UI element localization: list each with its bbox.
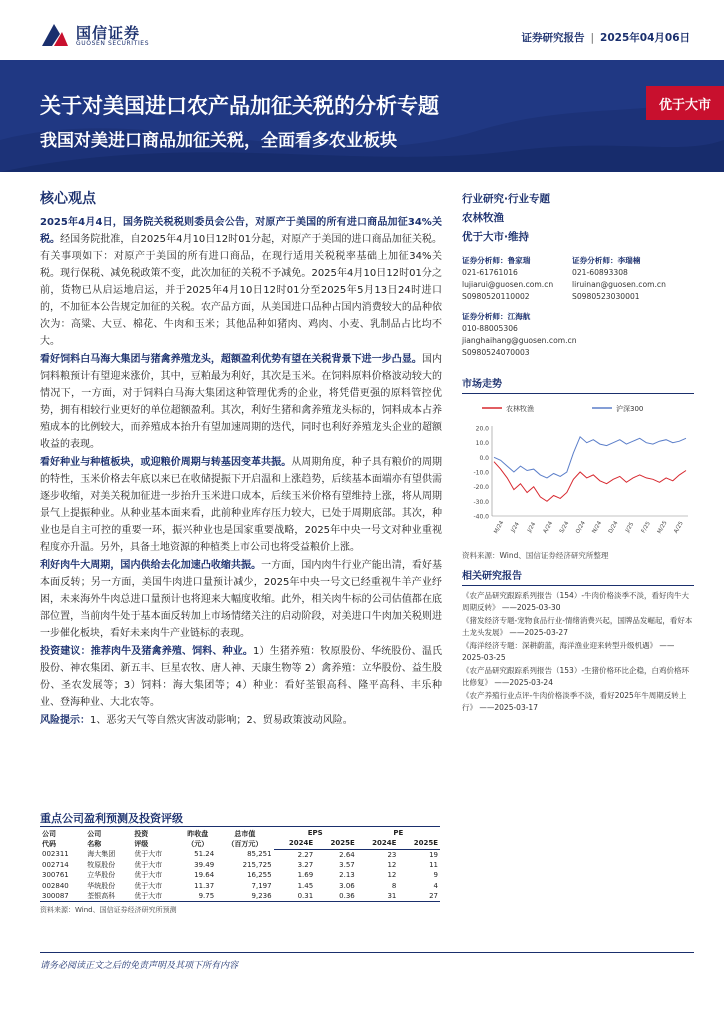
cell-eps-2025: 2.13 [339, 871, 355, 880]
header-pe-2025: 2025E [398, 838, 440, 849]
cell-pe-2025: 27 [398, 891, 440, 902]
cell-rating: 优于大市 [134, 850, 163, 859]
y-tick-label: 0.0 [479, 454, 489, 462]
y-tick-label: 20.0 [475, 425, 489, 433]
market-trend-title: 市场走势 [462, 375, 694, 394]
cell-pe-2025: 19 [429, 850, 438, 859]
trend-chart-svg [462, 398, 694, 548]
cell-code: 002714 [42, 860, 69, 869]
cell-name: 牧原股份 [87, 860, 116, 869]
analyst-phone: 010-88005306 [462, 324, 518, 333]
cell-eps-2025: 3.57 [339, 860, 355, 869]
cell-code: 002840 [42, 881, 69, 890]
analyst-email: lujiarui@guosen.com.cn [462, 280, 554, 289]
y-tick-label: -10.0 [473, 469, 489, 477]
paragraph-lead: 看好种业与种植板块，或迎粮价周期与转基因变革共振。 [40, 457, 292, 468]
cell-pe-2025: 9 [433, 871, 438, 880]
analyst-role: 证券分析师： [462, 256, 508, 265]
logo-name-en: GUOSEN SECURITIES [76, 40, 150, 47]
header-eps: EPS [274, 827, 357, 838]
paragraph-body: 1）生猪养殖：牧原股份、华统股份、温氏股份、神农集团、新五丰、巨星农牧、唐人神、天康生物等 2）禽养殖：立华股份、益生股份、圣农发展等；3）饲料：海大集团等；4）种业：看好荃银高科、隆平高科、丰乐种业、登海种业、大北农等。 [40, 646, 442, 708]
footer-disclaimer: 请务必阅读正文之后的免责声明及其项下所有内容 [40, 961, 239, 971]
x-tick-label: J/25 [624, 521, 636, 534]
analyst-list [462, 255, 694, 375]
report-link[interactable]: 《海洋经济专题：深耕蔚蓝，海洋渔业迎来转型升级机遇》 ——2025-03-25 [462, 641, 675, 662]
cell-pe-2024: 31 [357, 891, 399, 902]
analyst-name: 鲁家瑞 [507, 256, 531, 265]
x-tick-label: J/24 [510, 521, 521, 534]
chart-source: 资料来源：Wind、国信证券经济研究所整理 [462, 551, 609, 560]
analyst-name: 江海航 [507, 312, 531, 321]
cell-cap: 215,725 [242, 860, 272, 869]
paragraph-lead: 看好饲料白马海大集团与猪禽养殖龙头，超额盈利优势有望在关税背景下进一步凸显。 [40, 354, 422, 365]
analyst-cert: S0980520110002 [462, 292, 530, 301]
y-tick-label: -40.0 [473, 513, 489, 521]
cell-eps-2024: 1.69 [297, 871, 314, 880]
analyst-phone: 021-61761016 [462, 268, 518, 277]
x-tick-label: M/24 [493, 520, 506, 535]
x-tick-label: D/24 [607, 520, 620, 535]
legend-label: 沪深300 [616, 405, 644, 413]
series-line-沪深300 [494, 437, 686, 478]
report-type: 证券研究报告 [521, 32, 585, 44]
core-viewpoints [40, 188, 442, 730]
paragraph [40, 643, 442, 711]
guosen-logo [40, 20, 180, 50]
analyst-card [462, 255, 553, 303]
paragraph [40, 454, 442, 556]
cell-price: 19.64 [194, 871, 215, 880]
industry-rating: 优于大市·维持 [462, 231, 529, 243]
cell-rating: 优于大市 [134, 860, 163, 869]
y-tick-label: -30.0 [473, 498, 489, 506]
cell-price: 51.24 [194, 850, 215, 859]
header-price: 昨收盘 （元） [179, 827, 216, 850]
table-row [40, 891, 440, 902]
x-tick-label: F/25 [640, 520, 652, 535]
forecast-table [40, 826, 440, 902]
related-reports-title: 相关研究报告 [462, 567, 694, 586]
table-row [40, 881, 440, 892]
paragraph-body: 1、恶劣天气等自然灾害波动影响；2、贸易政策波动风险。 [90, 715, 353, 726]
paragraph-body: 一方面，国内肉牛行业产能出清，看好基本面反转；另一方面，美国牛肉进口量预计减少，2025年中央一号文已经重视牛羊产业纾困，未来海外牛肉总进口量预计也将迎来大幅度收缩。此外，相关肉牛标的公司估值都在底部位置，当前肉牛处于基本面反转加上市场情绪关注的启动阶段，对美进口牛肉加关税则进一步催化板块，看好未来肉牛产业链标的表现。 [40, 560, 443, 639]
x-tick-label: A/25 [673, 520, 685, 535]
cell-eps-2024: 1.45 [297, 881, 314, 890]
cell-price: 11.37 [194, 881, 215, 890]
sidebar [462, 190, 694, 715]
x-tick-label: J/24 [526, 521, 538, 534]
cell-cap: 7,197 [251, 881, 272, 890]
cell-rating: 优于大市 [134, 871, 163, 880]
table-source: 资料来源：Wind、国信证券经济研究所预测 [40, 906, 177, 914]
header-eps-2024: 2024E [274, 838, 316, 849]
title-banner [0, 60, 724, 172]
cell-rating: 优于大市 [132, 891, 179, 902]
x-tick-label: A/24 [542, 520, 555, 535]
y-tick-label: -20.0 [473, 484, 489, 492]
report-link[interactable]: 《猪发经济专题-宠物食品行业-情绪消费兴起，国牌品发崛起，看好本土龙头发展》 ——2025-03-27 [462, 616, 693, 637]
cell-pe-2025: 11 [429, 860, 438, 869]
cell-eps-2024: 0.31 [274, 891, 316, 902]
top-bar [0, 0, 724, 60]
y-tick-label: 10.0 [475, 440, 489, 448]
logo-name-cn: 国信证券 [76, 24, 141, 42]
logo-mark-icon [40, 22, 70, 48]
header-eps-2025: 2025E [315, 838, 357, 849]
cell-pe-2024: 12 [387, 871, 397, 880]
cell-pe-2024: 12 [387, 860, 397, 869]
cell-cap: 85,251 [247, 850, 272, 859]
report-link[interactable]: 《农产品研究跟踪系列报告（154）-牛肉价格淡季不淡，看好肉牛大周期反转》 ——2025-03-30 [462, 591, 690, 612]
cell-code: 300087 [40, 891, 85, 902]
paragraph-body: 国内饲料粮预计有望迎来涨价，其中，豆粕最为利好，其次是玉米。在饲料原料价格波动较大的情况下，一方面，对于饲料白马海大集团这种管理优秀的企业，将凭借更强的原料管控优势，拥有相较行业更好的单位超额盈利。其次，利好生猪和禽养殖龙头标的，饲料成本占养殖成本的比例较大，而养殖成本抬升有望加速周期的迭代，同时也利好养殖龙头企业的超额收益的表现。 [40, 354, 443, 450]
footer-divider [40, 952, 694, 953]
header-meta [522, 30, 691, 45]
cell-cap: 16,255 [247, 871, 272, 880]
analyst-role: 证券分析师： [572, 256, 618, 265]
industry-category: 行业研究·行业专题 [462, 193, 550, 205]
cell-code: 002311 [42, 850, 69, 859]
cell-price: 39.49 [194, 860, 215, 869]
paragraph [40, 214, 442, 350]
cell-eps-2024: 3.27 [297, 860, 314, 869]
report-subtitle: 我国对美进口商品加征关税，全面看多农业板块 [40, 131, 397, 151]
forecast-table-wrap [40, 826, 440, 915]
table-row [40, 870, 440, 881]
paragraph [40, 351, 442, 453]
report-link[interactable]: 《农产品研究跟踪系列报告（153）-生猪价格环比企稳，白鸡价格环比修复》 ——2025-03-24 [462, 666, 690, 687]
analyst-card [462, 311, 577, 359]
header-cap: 总市值 （百万元） [216, 827, 273, 850]
x-tick-label: O/24 [575, 520, 587, 535]
analyst-email: jianghaihang@guosen.com.cn [462, 336, 577, 345]
cell-cap: 9,236 [216, 891, 273, 902]
x-tick-label: M/25 [656, 520, 669, 535]
paragraph-lead: 利好肉牛大周期，国内供给去化加速凸收缩共振。 [40, 560, 262, 571]
header-pe: PE [357, 827, 440, 838]
report-title: 关于对美国进口农产品加征关税的分析专题 [40, 94, 439, 118]
paragraph-lead: 风险提示： [40, 715, 90, 726]
paragraph-body: 经国务院批准，自2025年4月10日12时01分起，对原产于美国的进口商品加征关税。有关事项如下：对原产于美国的所有进口商品，在现行适用关税税率基础上加征34%关税。现行保税、减免税政策不变，此次加征的关税不予减免。2025年4月10日12时01分之前，货物已从启运地启运，并于2025年4月10日12时01分至2025年5月13日24时进口的，不加征本公告规定加征的关税。农产品方面，从美国进口品种占国内消费较大的品种依次为：高粱、大豆、棉花、牛肉和玉米；其他品种如猪肉、鸡肉、小麦、乳制品占比均不大。 [40, 234, 442, 347]
cell-pe-2024: 8 [391, 881, 397, 890]
cell-price: 9.75 [179, 891, 216, 902]
cell-name: 海大集团 [87, 850, 116, 859]
industry-name: 农林牧渔 [462, 212, 504, 224]
rating-badge: 优于大市 [646, 86, 724, 120]
cell-rating: 优于大市 [134, 881, 163, 890]
x-tick-label: S/24 [558, 520, 571, 535]
report-date: 2025年04月06日 [600, 32, 690, 44]
analyst-email: liruinan@guosen.com.cn [572, 280, 666, 289]
x-tick-label: N/24 [591, 520, 604, 535]
table-row [40, 860, 440, 871]
paragraph [40, 712, 442, 729]
paragraph-lead: 投资建议：推荐肉牛及猪禽养殖、饲料、种业。 [40, 646, 254, 657]
cell-name: 立华股份 [87, 871, 116, 880]
divider: | [590, 32, 595, 44]
cell-code: 300761 [42, 871, 69, 880]
analyst-role: 证券分析师： [462, 312, 508, 321]
header-pe-2024: 2024E [357, 838, 399, 849]
header-name: 公司 名称 [85, 827, 132, 850]
cell-eps-2025: 0.36 [315, 891, 357, 902]
table-header-row [40, 827, 440, 838]
market-trend-chart [462, 398, 694, 548]
analyst-cert: S0980523030001 [572, 292, 640, 301]
table-title: 重点公司盈利预测及投资评级 [40, 812, 183, 825]
cell-name: 华统股份 [87, 881, 116, 890]
cell-pe-2025: 4 [433, 881, 438, 890]
cell-pe-2024: 23 [387, 850, 397, 859]
cell-eps-2025: 3.06 [339, 881, 355, 890]
table-row [40, 849, 440, 860]
cell-eps-2025: 2.64 [339, 850, 355, 859]
paragraph-body: 从周期角度，种子具有粮价的周期的特性，玉米价格去年底以来已在收储提振下开启温和上涨趋势，后续基本面端亦有望供需逐步收缩，对美关税加征进一步抬升玉米进口成本，后续玉米价格有望维持上涨，将从周期景气上提振种业。从种业基本面来看，此前种业库存压力较大，已处于周期底部。其次，种业也是自主可控的重要一环，振兴种业也是国家重要战略，2025年中央一号文对种业重视程度亦升温。另外，具备土地资源的种植类上市公司也将受益粮价上涨。 [40, 457, 443, 553]
legend-label: 农林牧渔 [506, 405, 534, 413]
analyst-card [572, 255, 666, 303]
analyst-cert: S0980524070003 [462, 348, 530, 357]
analyst-phone: 021-60893308 [572, 268, 628, 277]
header-rating: 投资 评级 [132, 827, 179, 850]
paragraph-lead: 2025年4月4日，国务院关税税则委员会公告，对原产于美国的所有进口商品加征34%关税。 [40, 217, 442, 245]
paragraph [40, 557, 442, 642]
cell-name: 荃银高科 [85, 891, 132, 902]
report-link[interactable]: 《农产养殖行业点评-牛肉价格淡季不淡，看好2025年牛周期反转上行》 ——2025-03-17 [462, 691, 687, 712]
cell-eps-2024: 2.27 [297, 850, 314, 859]
core-title: 核心观点 [40, 191, 96, 207]
analyst-name: 李瑞楠 [617, 256, 641, 265]
related-reports [462, 590, 694, 713]
header-code: 公司 代码 [40, 827, 85, 850]
